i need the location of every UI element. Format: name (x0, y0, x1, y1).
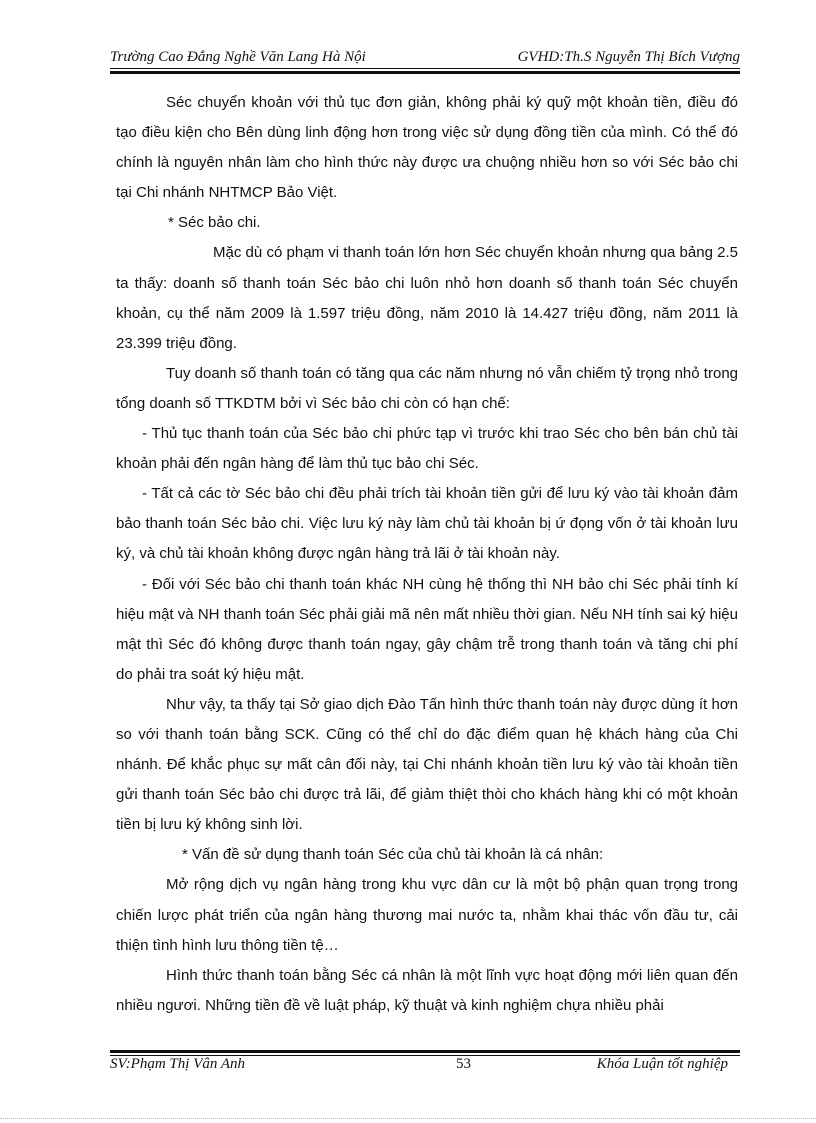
page-header (110, 46, 740, 66)
header-rule-thin (110, 68, 740, 69)
page-edge-divider (0, 1118, 816, 1119)
footer-student-name: SV:Phạm Thị Vân Anh (110, 1056, 245, 1072)
page-footer (110, 1056, 740, 1076)
header-rule-thick (110, 71, 740, 74)
footer-rule-thick (110, 1050, 740, 1053)
footer-thesis-label: Khóa Luận tốt nghiệp (596, 1056, 728, 1072)
page-number: 53 (456, 1056, 471, 1072)
header-advisor: GVHD:Th.S Nguyễn Thị Bích Vượng (517, 49, 740, 65)
paragraph-heading: * Vấn đề sử dụng thanh toán Séc của chủ tài khoản là cá nhân: (182, 846, 604, 864)
paragraph: Tuy doanh số thanh toán có tăng qua các năm nhưng nó vẫn chiếm tỷ trọng nhỏ trong tổng doanh số TTKDTM bởi vì Séc bảo chi còn có hạn chế: (116, 364, 738, 412)
paragraph: Mở rộng dịch vụ ngân hàng trong khu vực dân cư là một bộ phận quan trọng trong chiến lược phát triển của ngân hàng thương mai nước ta, nhằm khai thác vốn đầu tư, cải thiện tình hình lưu thông tiền tệ… (116, 876, 738, 954)
list-item: - Tất cả các tờ Séc bảo chi đều phải trích tài khoản tiền gửi để lưu ký vào tài khoản đảm bảo thanh toán Séc bảo chi. Việc lưu ký này làm chủ tài khoản bị ứ đọng vốn ở tài khoản lưu ký, và chủ tài khoản không được ngân hàng trả lãi ở tài khoản này. (116, 485, 738, 563)
list-item: - Đối với Séc bảo chi thanh toán khác NH cùng hệ thống thì NH bảo chi Séc phải tính kí hiệu mật và NH thanh toán Séc phải giải mã nên mất nhiều thời gian. Nếu NH tính sai ký hiệu mật thì Séc đó không được thanh toán ngay, gây chậm trễ trong thanh toán và tăng chi phí do phải tra soát ký hiệu mật. (116, 575, 738, 683)
paragraph: Như vậy, ta thấy tại Sở giao dịch Đào Tấn hình thức thanh toán này được dùng ít hơn so với thanh toán bằng SCK. Cũng có thể chỉ do đặc điểm quan hệ khách hàng của Chi nhánh. Để khắc phục sự mất cân đối này, tại Chi nhánh khoản tiền lưu ký vào tài khoản tiền gửi thanh toán Séc bảo chi được trả lãi, để giảm thiệt thòi cho khách hàng khi có một khoản tiền bị lưu ký không sinh lời. (116, 695, 738, 834)
paragraph-heading: * Séc bảo chi. (168, 214, 261, 232)
paragraph: Séc chuyển khoản với thủ tục đơn giản, không phải ký quỹ một khoản tiền, điều đó tạo điều kiện cho Bên dùng linh động hơn trong việc sử dụng đồng tiền của mình. Có thể đó chính là nguyên nhân làm cho hình thức này được ưa chuộng nhiều hơn so với Séc bảo chi tại Chi nhánh NHTMCP Bảo Việt. (116, 94, 738, 202)
list-item: - Thủ tục thanh toán của Séc bảo chi phức tạp vì trước khi trao Séc cho bên bán chủ tài khoản phải đến ngân hàng để làm thủ tục bảo chi Séc. (116, 425, 738, 473)
body-text (116, 88, 738, 1021)
header-school-name: Trường Cao Đẳng Nghề Văn Lang Hà Nội (110, 49, 366, 65)
paragraph: Mặc dù có phạm vi thanh toán lớn hơn Séc chuyển khoản nhưng qua bảng 2.5 ta thấy: doanh số thanh toán Séc bảo chi luôn nhỏ hơn doanh số thanh toán Séc chuyển khoản, cụ thể năm 2009 là 1.597 triệu đồng, năm 2010 là 14.427 triệu đồng, năm 2011 là 23.399 triệu đồng. (116, 244, 738, 352)
paragraph: Hình thức thanh toán bằng Séc cá nhân là một lĩnh vực hoạt động mới liên quan đến nhiều ngươi. Những tiền đề về luật pháp, kỹ thuật và kinh nghiệm chựa nhiều phải (116, 966, 738, 1014)
